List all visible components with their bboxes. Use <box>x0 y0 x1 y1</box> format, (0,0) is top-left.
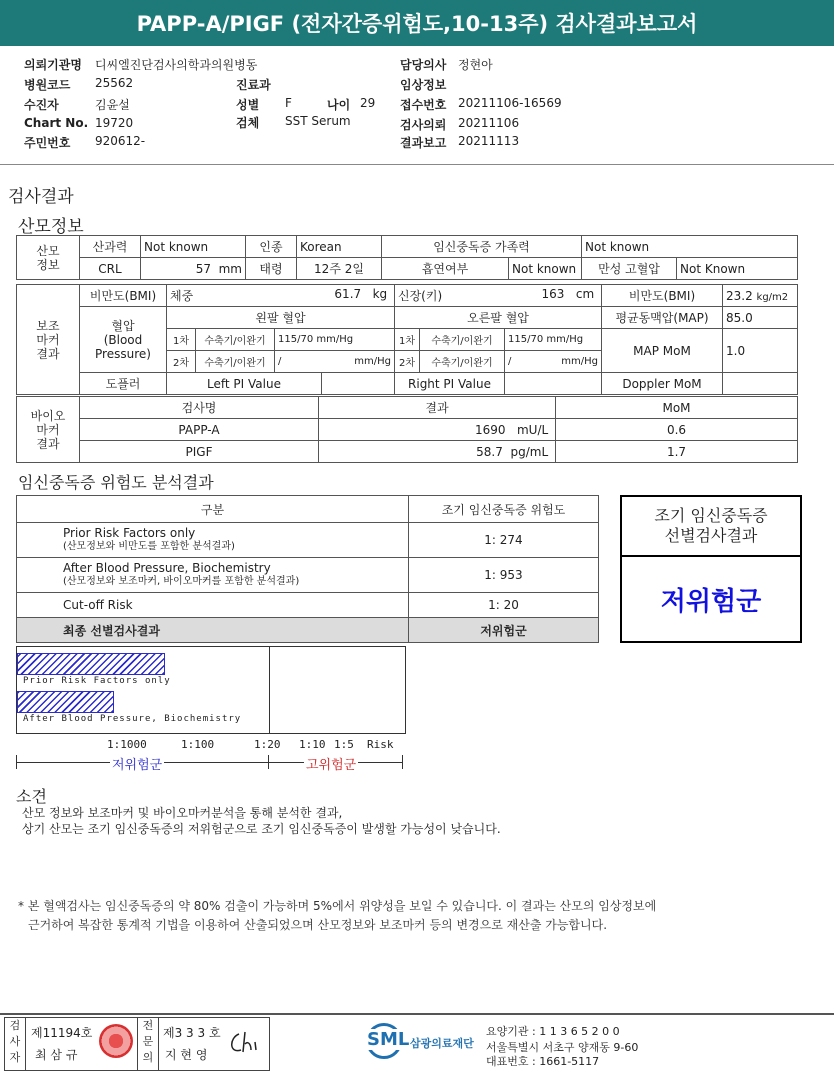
opinion-line-1: 산모 정보와 보조마커 및 바이오마커분석을 통해 분석한 결과, <box>22 806 343 820</box>
aux-rowhead: 보조 마커 결과 <box>17 285 80 395</box>
label-chart-no: Chart No. <box>24 116 89 130</box>
label-left-first: 1차 <box>167 329 196 351</box>
value-right-pi <box>505 373 602 395</box>
label-left-sysdia-1: 수축기/이완기 <box>196 329 275 351</box>
bio-name-pigf: PIGF <box>80 441 319 463</box>
tick-100: 1:100 <box>181 738 215 751</box>
risk-box-heading: 조기 임신중독증 선별검사결과 <box>622 497 800 557</box>
value-right-first: 115/70 mm/Hg <box>505 329 602 351</box>
signature-box <box>4 1017 270 1071</box>
cutoff-line <box>269 647 270 733</box>
analysis-row-cutoff-label: Cut-off Risk <box>17 593 409 618</box>
report-title: PAPP-A/PIGF (전자간증위험도,10-13주) 검사결과보고서 <box>0 0 834 46</box>
unit-height: cm <box>575 287 595 301</box>
doctor-name: 지 현 영 <box>165 1048 208 1062</box>
label-crl: CRL <box>80 258 141 280</box>
bar-prior-risk-label: Prior Risk Factors only <box>23 676 171 686</box>
bar-after-bp-label: After Blood Pressure, Biochemistry <box>23 714 242 724</box>
label-specimen: 검체 <box>236 116 260 130</box>
bar-after-bp <box>17 691 114 713</box>
risk-chart <box>16 646 406 734</box>
low-risk-label: 저위험군 <box>110 754 164 773</box>
risk-box-result: 저위험군 <box>660 586 762 617</box>
label-sex: 성별 <box>236 98 260 112</box>
label-height: 신장(키) <box>398 289 443 303</box>
high-risk-label: 고위험군 <box>304 754 358 773</box>
label-chronic-hypertension: 만성 고혈압 <box>582 258 677 280</box>
label-gestational-age: 태령 <box>246 258 297 280</box>
footer <box>0 1013 834 1081</box>
analysis-title: 임신중독증 위험도 분석결과 <box>18 473 214 492</box>
value-crl: 57 <box>195 261 211 276</box>
analysis-header-risk: 조기 임신중독증 위험도 <box>409 496 599 523</box>
label-weight: 체중 <box>170 289 194 303</box>
value-map-mom: 1.0 <box>723 329 798 373</box>
tick-1000: 1:1000 <box>107 738 147 751</box>
label-smoking: 흡연여부 <box>382 258 509 280</box>
note-line-2: 근거하여 복잡한 통계적 기법을 이용하여 산출되었으며 산모정보와 보조마커 등의 변경으로 재산출 가능합니다. <box>28 918 608 932</box>
value-patient: 김윤설 <box>95 98 130 112</box>
bio-mom-pappa: 0.6 <box>556 419 798 441</box>
value-doctor: 정현아 <box>458 58 493 72</box>
value-report-date: 20211113 <box>458 134 520 148</box>
sml-logo-text: SML <box>367 1029 410 1050</box>
label-bmi: 비만도(BMI) <box>80 285 167 307</box>
label-family-history: 임신중독증 가족력 <box>382 236 582 258</box>
tick-10: 1:10 <box>299 738 326 751</box>
inspector-name: 최 삼 규 <box>35 1048 78 1062</box>
unit-bmi: kg/m2 <box>756 291 789 303</box>
phone: 대표번호 : 1661-5117 <box>486 1055 600 1068</box>
analysis-final-label: 최종 선별검사결과 <box>17 618 409 643</box>
value-weight: 61.7 <box>334 287 362 301</box>
maternal-table <box>16 235 798 280</box>
maternal-rowhead: 산모 정보 <box>17 236 80 280</box>
label-race: 인종 <box>246 236 297 258</box>
analysis-header-category: 구분 <box>17 496 409 523</box>
label-right-second: 2차 <box>395 351 420 373</box>
value-obstetric: Not known <box>141 236 246 258</box>
label-clinical: 임상정보 <box>400 78 447 92</box>
unit-weight: kg <box>372 287 388 301</box>
value-family-history: Not known <box>582 236 798 258</box>
risk-result-box <box>620 495 802 643</box>
bio-unit-pigf: pg/mL <box>510 444 549 459</box>
bio-result-pappa: 1690 <box>474 422 506 437</box>
aux-marker-table <box>16 284 798 395</box>
label-request-date: 검사의뢰 <box>400 118 447 132</box>
patient-info <box>0 46 834 165</box>
unit-left-second: mm/Hg <box>354 356 391 367</box>
value-age: 29 <box>360 96 376 110</box>
label-map-mom: MAP MoM <box>602 329 723 373</box>
unit-crl: mm <box>218 261 242 276</box>
value-doppler-mom <box>723 373 798 395</box>
value-left-pi <box>322 373 395 395</box>
value-chronic-hypertension: Not Known <box>677 258 798 280</box>
header-result: 결과 <box>319 397 556 419</box>
section-maternal-title: 산모정보 <box>18 217 84 237</box>
bio-marker-table <box>16 396 798 463</box>
label-blood-pressure: 혈압 (Blood Pressure) <box>80 307 167 373</box>
value-chart-no: 19720 <box>95 116 134 130</box>
label-obstetric: 산과력 <box>80 236 141 258</box>
label-doctor: 담당의사 <box>400 58 447 72</box>
analysis-row-after-sub: (산모정보와 보조마커, 바이오마커를 포함한 분석결과) <box>63 576 300 587</box>
inst-no: 요양기관 : 1 1 3 6 5 2 0 0 <box>486 1025 620 1038</box>
analysis-row-cutoff-value: 1: 20 <box>409 593 599 618</box>
label-institution: 의뢰기관명 <box>24 58 82 72</box>
value-race: Korean <box>297 236 382 258</box>
analysis-row-after-label: After Blood Pressure, Biochemistry <box>63 561 271 575</box>
label-bmi-2: 비만도(BMI) <box>602 285 723 307</box>
label-doppler-mom: Doppler MoM <box>602 373 723 395</box>
label-report-date: 결과보고 <box>400 136 447 150</box>
label-left-pi: Left PI Value <box>167 373 322 395</box>
value-institution: 디씨엘진단검사의학과의원병동 <box>95 58 258 72</box>
analysis-row-prior-value: 1: 274 <box>409 523 599 558</box>
inspector-label: 검 사 자 <box>5 1018 26 1070</box>
bio-mom-pigf: 1.7 <box>556 441 798 463</box>
bio-unit-pappa: mU/L <box>516 422 549 437</box>
tick-risk: Risk <box>367 738 394 751</box>
label-right-sysdia-2: 수축기/이완기 <box>420 351 505 373</box>
analysis-row-prior-label: Prior Risk Factors only <box>63 526 196 540</box>
analysis-row-after-value: 1: 953 <box>409 558 599 593</box>
seal-stamp <box>99 1024 133 1058</box>
section-result-title: 검사결과 <box>8 187 74 207</box>
value-height: 163 <box>541 287 565 301</box>
doctor-label: 전 문 의 <box>137 1018 159 1070</box>
unit-right-second: mm/Hg <box>561 356 598 367</box>
header-test-name: 검사명 <box>80 397 319 419</box>
bio-result-pigf: 58.7 <box>476 444 503 459</box>
label-left-second: 2차 <box>167 351 196 373</box>
opinion-title: 소견 <box>16 787 47 806</box>
label-age: 나이 <box>327 98 351 112</box>
label-right-sysdia-1: 수축기/이완기 <box>420 329 505 351</box>
label-right-arm: 오른팔 혈압 <box>395 307 602 329</box>
value-request-date: 20211106 <box>458 116 520 130</box>
label-hospital-code: 병원코드 <box>24 78 71 92</box>
value-left-first: 115/70 mm/Hg <box>275 329 395 351</box>
opinion-line-2: 상기 산모는 조기 임신중독증의 저위험군으로 조기 임신중독증이 발생할 가능성이 낮습니다. <box>22 822 501 836</box>
label-left-sysdia-2: 수축기/이완기 <box>196 351 275 373</box>
label-right-pi: Right PI Value <box>395 373 505 395</box>
bio-rowhead: 바이오 마커 결과 <box>17 397 80 463</box>
value-smoking: Not known <box>509 258 582 280</box>
label-left-arm: 왼팔 혈압 <box>167 307 395 329</box>
tick-20: 1:20 <box>254 738 281 751</box>
signature-mark <box>227 1028 263 1058</box>
value-right-second: / <box>508 356 512 367</box>
label-department: 진료과 <box>236 78 271 92</box>
value-left-second: / <box>278 356 282 367</box>
bar-prior-risk <box>17 653 165 675</box>
analysis-final-value: 저위험군 <box>409 618 599 643</box>
label-doppler: 도플러 <box>80 373 167 395</box>
label-resident-no: 주민번호 <box>24 136 71 150</box>
note-line-1: * 본 혈액검사는 임신중독증의 약 80% 검출이 가능하며 5%에서 위양성을 보일 수 있습니다. 이 결과는 산모의 임상정보에 <box>18 899 657 913</box>
label-accession: 접수번호 <box>400 98 447 112</box>
value-bmi: 23.2 <box>726 288 753 303</box>
label-map: 평균동맥압(MAP) <box>602 307 723 329</box>
doctor-no: 제3 3 3 호 <box>163 1026 221 1040</box>
value-gestational-age: 12주 2일 <box>297 258 382 280</box>
value-accession: 20211106-16569 <box>458 96 562 110</box>
value-specimen: SST Serum <box>285 114 351 128</box>
value-hospital-code: 25562 <box>95 76 134 90</box>
bio-name-pappa: PAPP-A <box>80 419 319 441</box>
low-risk-span-left <box>16 755 17 769</box>
high-risk-span-right <box>402 755 403 769</box>
label-patient: 수진자 <box>24 98 59 112</box>
tick-5: 1:5 <box>334 738 354 751</box>
value-map: 85.0 <box>723 307 798 329</box>
value-resident-no: 920612- <box>95 134 146 148</box>
analysis-row-prior-sub: (산모정보와 비만도를 포함한 분석결과) <box>63 541 235 552</box>
header-mom: MoM <box>556 397 798 419</box>
analysis-table <box>16 495 599 643</box>
org-name: 삼광의료재단 <box>410 1037 474 1050</box>
address: 서울특별시 서초구 양재동 9-60 <box>486 1041 639 1054</box>
inspector-no: 제11194호 <box>31 1026 93 1040</box>
value-sex: F <box>285 96 292 110</box>
label-right-first: 1차 <box>395 329 420 351</box>
